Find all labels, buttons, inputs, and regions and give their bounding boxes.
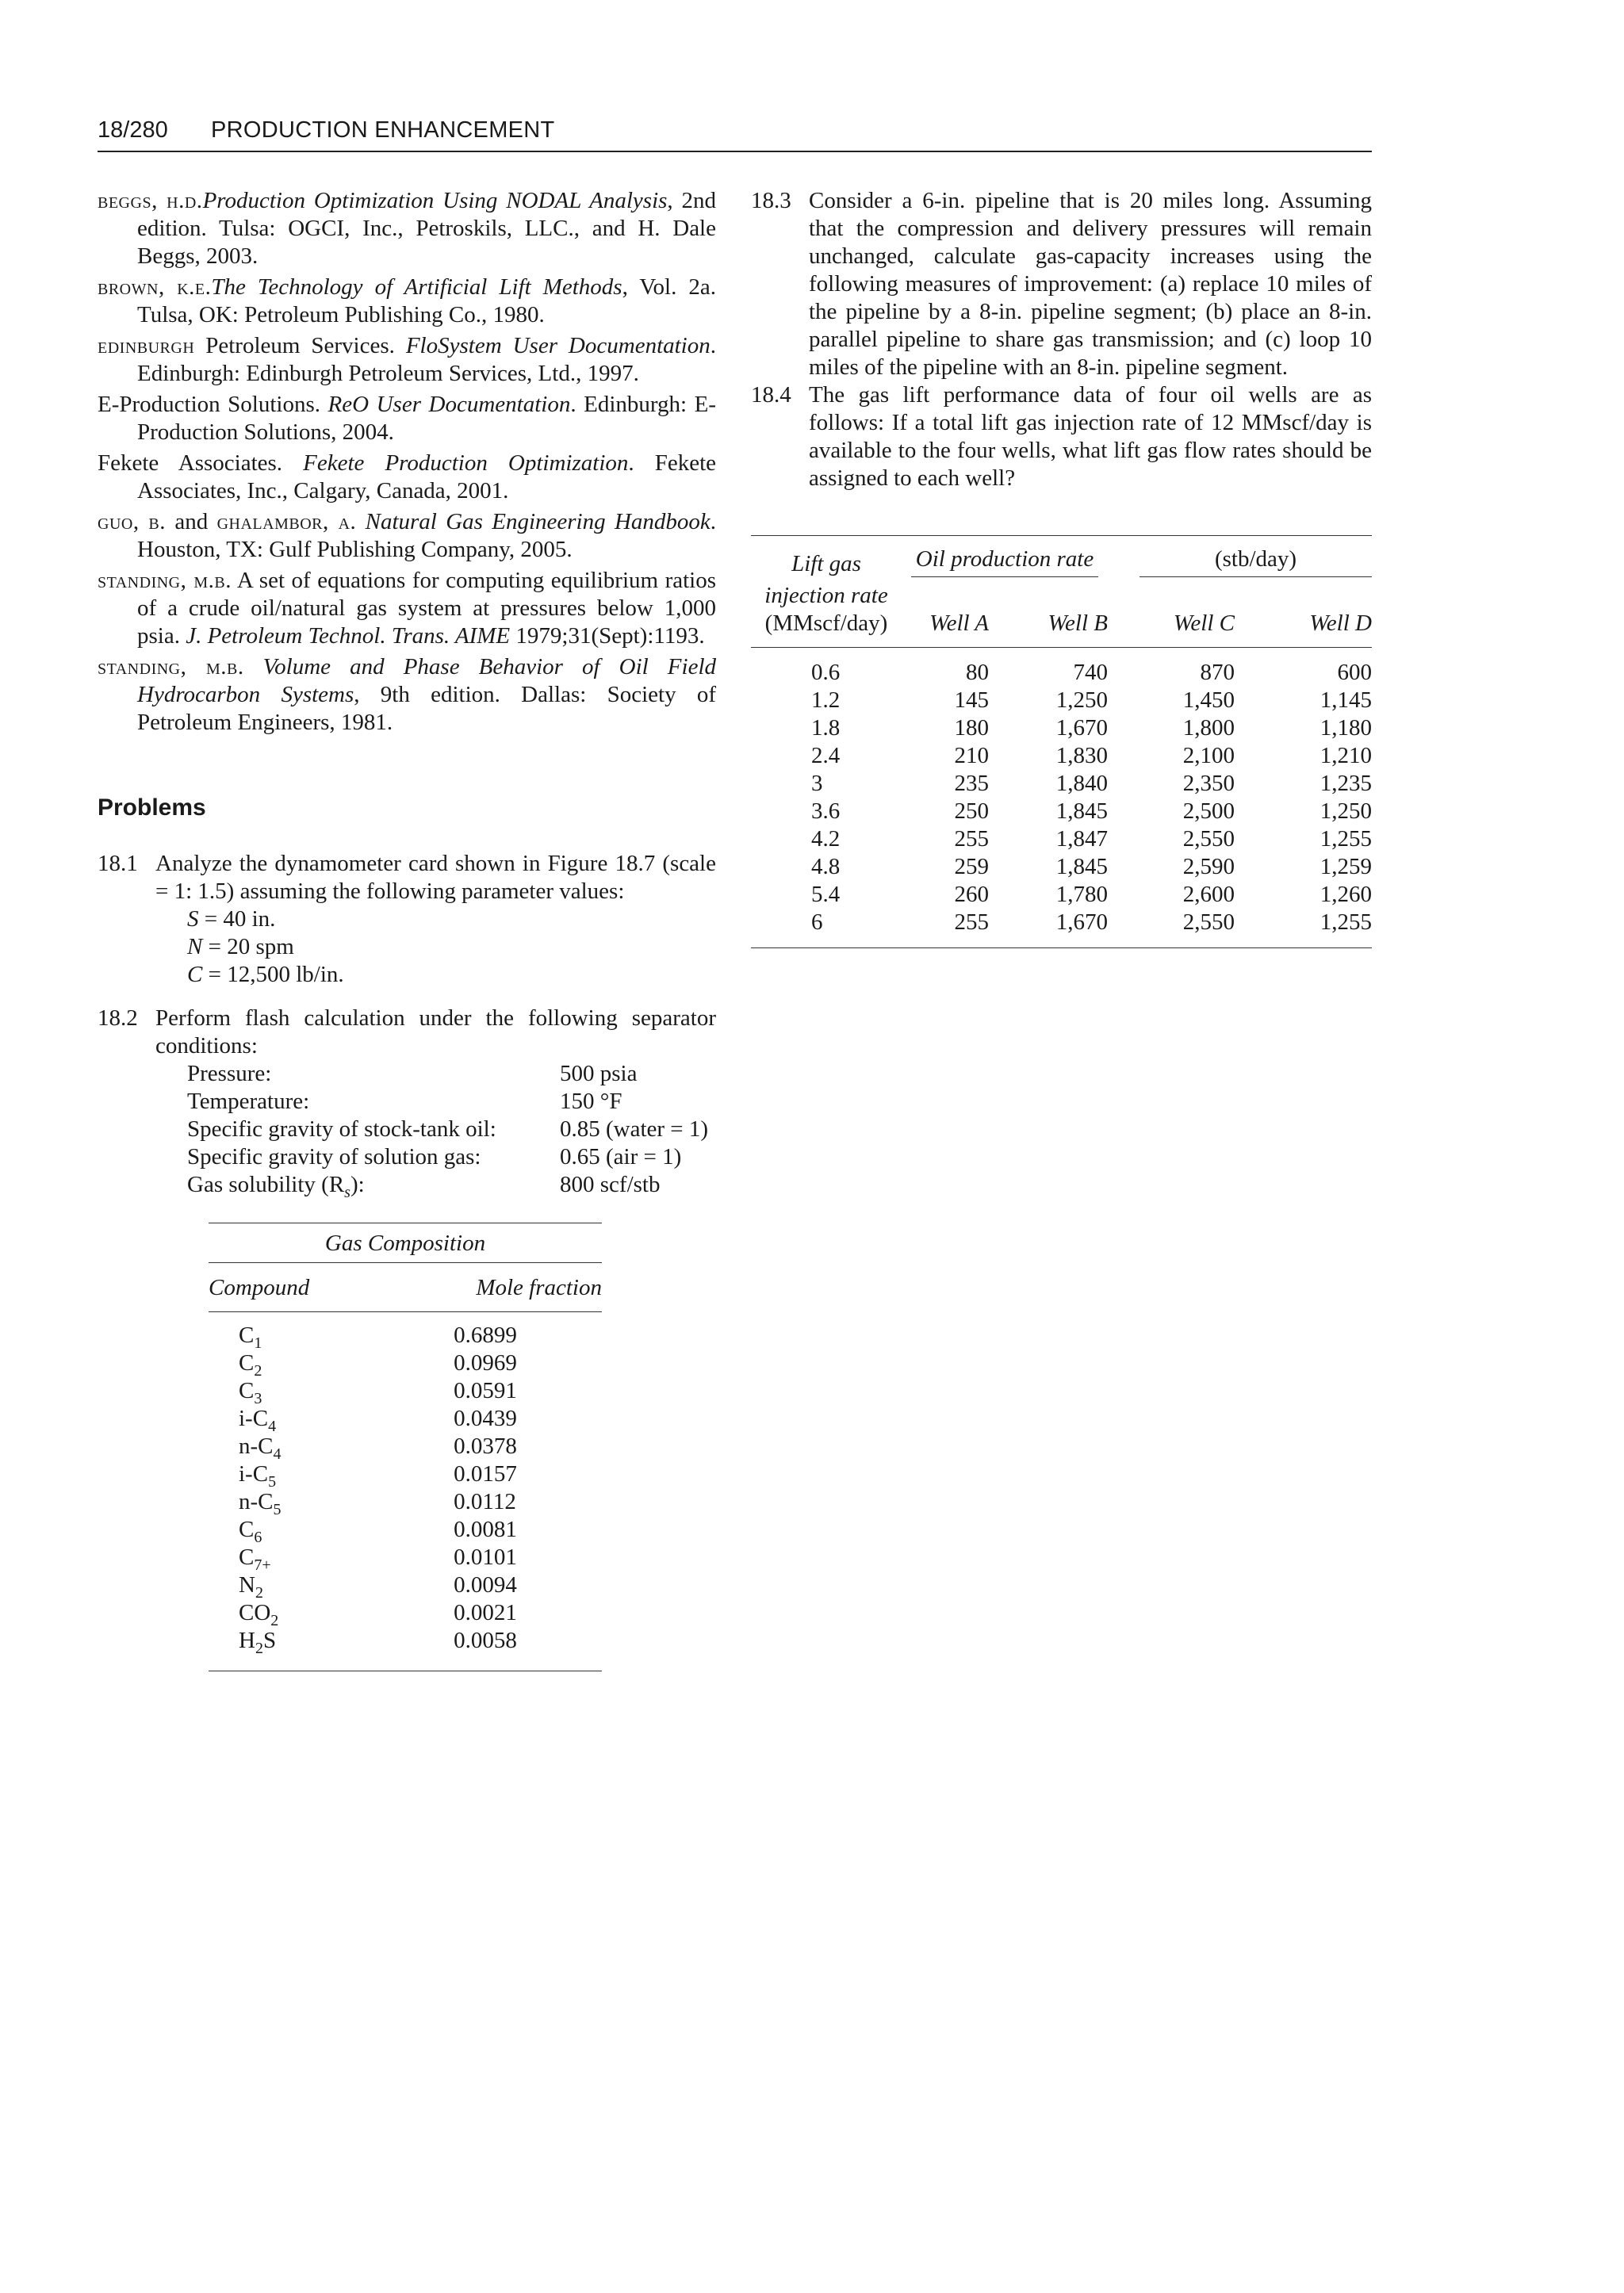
- production-rate-cell: 259: [954, 854, 989, 879]
- page-number: 18/280: [98, 117, 168, 143]
- table-caption: Gas Composition: [209, 1223, 602, 1263]
- gas-composition-table: [209, 1223, 602, 1671]
- production-rate-cell: 80: [966, 660, 989, 685]
- compound-cell: $CO_2$: [239, 1600, 279, 1629]
- production-rate-cell: 2,550: [1182, 909, 1235, 935]
- reference-item: standing, m.b. Volume and Phase Behavior of Oil Field Hydrocarbon Systems, 9th edition. Dallas: Society of Petroleum Engineers, 1981.: [98, 654, 717, 735]
- problem-text: Analyze the dynamometer card shown in Figure 18.7 (scale = 1: 1.5) assuming the following parameter values:: [155, 851, 716, 904]
- table-row: [751, 714, 1372, 742]
- lift-table-body: [751, 648, 1372, 948]
- production-rate-cell: 235: [954, 771, 989, 796]
- production-rate-cell: 1,235: [1320, 771, 1372, 796]
- mole-fraction-cell: 0.0439: [454, 1406, 517, 1431]
- production-rate-cell: 600: [1337, 660, 1372, 685]
- column-header: injection rate: [764, 583, 888, 608]
- gas-lift-performance-table: [751, 535, 1372, 948]
- reference-item: guo, b. and ghalambor, a. Natural Gas Engineering Handbook. Houston, TX: Gulf Publishing Company, 2005.: [98, 509, 717, 562]
- parameter: S = 40 in.: [187, 906, 276, 932]
- injection-rate-cell: 4.8: [811, 854, 841, 879]
- reference-item: E-Production Solutions. ReO User Documentation. Edinburgh: E-Production Solutions, 2004.: [98, 392, 716, 445]
- parameter-list: [155, 905, 716, 989]
- mole-fraction-cell: 0.0021: [454, 1600, 517, 1625]
- table-row: [751, 770, 1372, 798]
- compound-cell: $C_6$: [239, 1517, 262, 1546]
- production-rate-cell: 1,780: [1055, 882, 1108, 907]
- problem-18-4: [751, 381, 1372, 492]
- mole-fraction-cell: 0.0081: [454, 1517, 517, 1542]
- injection-rate-cell: 5.4: [811, 882, 841, 907]
- column-header: (stb/day): [1139, 545, 1372, 577]
- problem-text: Consider a 6-in. pipeline that is 20 miles long. Assuming that the compression and delivery pressures will remain unchanged, calculate gas-capacity increases using the following measures of improvement: (a) replace 10 miles of the pipeline by a 8-in. pipeline segment; (b) place an 8-in. parallel pipeline to share gas transmission; and (c) loop 10 miles of the pipeline with an 8-in. pipeline segment.: [809, 188, 1372, 380]
- production-rate-cell: 260: [954, 882, 989, 907]
- running-title: PRODUCTION ENHANCEMENT: [211, 117, 555, 143]
- table-row: [751, 825, 1372, 853]
- column-header: (MMscf/day): [751, 610, 902, 648]
- problem-number: 18.1: [98, 851, 138, 876]
- compound-cell: $i-C_5$: [239, 1461, 277, 1491]
- reference-item: beggs, h.d.Production Optimization Using NODAL Analysis, 2nd edition. Tulsa: OGCI, Inc., Petroskils, LLC., and H. Dale Beggs, 2003.: [98, 188, 717, 269]
- table-row: [209, 1312, 602, 1350]
- table-row: [209, 1627, 602, 1671]
- production-rate-cell: 2,500: [1182, 798, 1235, 824]
- table-row: [209, 1460, 602, 1488]
- production-rate-cell: 2,600: [1182, 882, 1235, 907]
- table-row: [751, 909, 1372, 948]
- production-rate-cell: 1,670: [1055, 715, 1108, 741]
- mole-fraction-cell: 0.0094: [454, 1572, 517, 1598]
- production-rate-cell: 1,145: [1320, 687, 1372, 713]
- injection-rate-cell: 2.4: [811, 743, 841, 768]
- compound-cell: $n-C_5$: [239, 1489, 282, 1518]
- production-rate-cell: 1,250: [1320, 798, 1372, 824]
- production-rate-cell: 210: [954, 743, 989, 768]
- column-header: Lift gas: [791, 550, 861, 576]
- production-rate-cell: 1,180: [1320, 715, 1372, 741]
- production-rate-cell: 2,100: [1182, 743, 1235, 768]
- left-column: [98, 187, 716, 1671]
- parameter: N = 20 spm: [187, 934, 294, 959]
- table-row: [751, 648, 1372, 687]
- injection-rate-cell: 3: [811, 771, 823, 796]
- production-rate-cell: 740: [1073, 660, 1108, 685]
- reference-item: edinburgh Petroleum Services. FloSystem User Documentation. Edinburgh: Edinburgh Petroleum Services, Ltd., 1997.: [98, 333, 716, 386]
- table-row: [751, 687, 1372, 714]
- production-rate-cell: 870: [1200, 660, 1235, 685]
- table-row: [209, 1544, 602, 1571]
- table-row: [209, 1377, 602, 1405]
- compound-cell: $C_{7+}$: [239, 1545, 271, 1574]
- gas-table-body: [209, 1312, 602, 1671]
- production-rate-cell: 1,255: [1320, 909, 1372, 935]
- table-row: [209, 1433, 602, 1460]
- production-rate-cell: 1,210: [1320, 743, 1372, 768]
- table-row: [209, 1349, 602, 1377]
- table-row: [751, 798, 1372, 825]
- separator-conditions: Pressure: 500 psia Temperature: 150 °F Specific gravity of stock-tank oil: 0.85 (water = 1) Specific gravity of solution gas: 0.65 (air = 1) Gas solubility $(R_s)$: 800 scf/stb: [187, 1061, 709, 1201]
- production-rate-cell: 1,670: [1055, 909, 1108, 935]
- compound-cell: $C_1$: [239, 1323, 262, 1352]
- reference-item: Fekete Associates. Fekete Production Optimization. Fekete Associates, Inc., Calgary, Canada, 2001.: [98, 450, 717, 503]
- column-header: Well C: [1108, 610, 1235, 648]
- column-header: Oil production rate: [911, 545, 1098, 577]
- production-rate-cell: 1,259: [1320, 854, 1372, 879]
- production-rate-cell: 1,847: [1055, 826, 1108, 852]
- problem-18-1: [98, 850, 716, 989]
- mole-fraction-cell: 0.0969: [454, 1350, 517, 1376]
- production-rate-cell: 2,590: [1182, 854, 1235, 879]
- injection-rate-cell: 1.2: [811, 687, 841, 713]
- compound-cell: $i-C_4$: [239, 1406, 277, 1435]
- production-rate-cell: 1,845: [1055, 798, 1108, 824]
- table-header-row: [751, 610, 1372, 648]
- column-header: Well A: [902, 610, 989, 648]
- mole-fraction-cell: 0.0101: [454, 1545, 517, 1570]
- table-row: [751, 881, 1372, 909]
- production-rate-cell: 1,255: [1320, 826, 1372, 852]
- production-rate-cell: 1,260: [1320, 882, 1372, 907]
- injection-rate-cell: 6: [811, 909, 823, 935]
- production-rate-cell: 255: [954, 826, 989, 852]
- production-rate-cell: 1,450: [1182, 687, 1235, 713]
- mole-fraction-cell: 0.6899: [454, 1323, 517, 1348]
- table-row: [209, 1516, 602, 1544]
- mole-fraction-cell: 0.0058: [454, 1628, 517, 1653]
- production-rate-cell: 2,550: [1182, 826, 1235, 852]
- injection-rate-cell: 0.6: [811, 660, 841, 685]
- compound-cell: $N_2$: [239, 1572, 263, 1602]
- production-rate-cell: 180: [954, 715, 989, 741]
- column-header: Compound: [209, 1263, 366, 1312]
- production-rate-cell: 2,350: [1182, 771, 1235, 796]
- problem-number: 18.3: [751, 188, 791, 213]
- page-header: [98, 116, 1372, 152]
- injection-rate-cell: 1.8: [811, 715, 841, 741]
- production-rate-cell: 1,830: [1055, 743, 1108, 768]
- reference-item: brown, k.e.The Technology of Artificial Lift Methods, Vol. 2a. Tulsa, OK: Petroleum Publishing Co., 1980.: [98, 274, 717, 327]
- problem-text: Perform flash calculation under the following separator conditions:: [155, 1005, 716, 1058]
- compound-cell: $n-C_4$: [239, 1434, 282, 1463]
- table-row: [209, 1488, 602, 1516]
- table-row: [209, 1599, 602, 1627]
- problem-18-3: [751, 187, 1372, 381]
- production-rate-cell: 1,840: [1055, 771, 1108, 796]
- column-header: Well D: [1235, 610, 1372, 648]
- production-rate-cell: 145: [954, 687, 989, 713]
- mole-fraction-cell: 0.0112: [454, 1489, 516, 1514]
- mole-fraction-cell: 0.0157: [454, 1461, 517, 1487]
- table-row: [209, 1405, 602, 1433]
- mole-fraction-cell: 0.0378: [454, 1434, 517, 1459]
- reference-item: standing, m.b. A set of equations for computing equilibrium ratios of a crude oil/natural gas system at pressures below 1,000 psia. J. Petroleum Technol. Trans. AIME 1979;31(Sept):1193.: [98, 568, 716, 649]
- injection-rate-cell: 3.6: [811, 798, 841, 824]
- production-rate-cell: 1,250: [1055, 687, 1108, 713]
- production-rate-cell: 255: [954, 909, 989, 935]
- table-row: [751, 853, 1372, 881]
- problem-number: 18.4: [751, 382, 791, 408]
- column-header: Mole fraction: [366, 1263, 602, 1312]
- injection-rate-cell: 4.2: [811, 826, 841, 852]
- table-row: [209, 1571, 602, 1599]
- column-header: Well B: [989, 610, 1108, 648]
- production-rate-cell: 1,845: [1055, 854, 1108, 879]
- mole-fraction-cell: 0.0591: [454, 1378, 517, 1403]
- table-row: [751, 742, 1372, 770]
- reference-list: [98, 187, 716, 737]
- compound-cell: $C_2$: [239, 1350, 262, 1380]
- parameter: C = 12,500 lb/in.: [187, 962, 344, 987]
- problem-number: 18.2: [98, 1005, 138, 1031]
- problems-heading: Problems: [98, 794, 206, 821]
- table-header-row: [751, 536, 1372, 583]
- compound-cell: $H_2S$: [239, 1628, 277, 1657]
- compound-cell: $C_3$: [239, 1378, 262, 1407]
- production-rate-cell: 250: [954, 798, 989, 824]
- problem-text: The gas lift performance data of four oil wells are as follows: If a total lift gas injection rate of 12 MMscf/day is available to the four wells, what lift gas flow rates should be assigned to each well?: [809, 382, 1372, 491]
- table-header-row: [209, 1263, 602, 1312]
- right-column: [751, 187, 1372, 948]
- production-rate-cell: 1,800: [1182, 715, 1235, 741]
- problem-18-2: [98, 1005, 716, 1199]
